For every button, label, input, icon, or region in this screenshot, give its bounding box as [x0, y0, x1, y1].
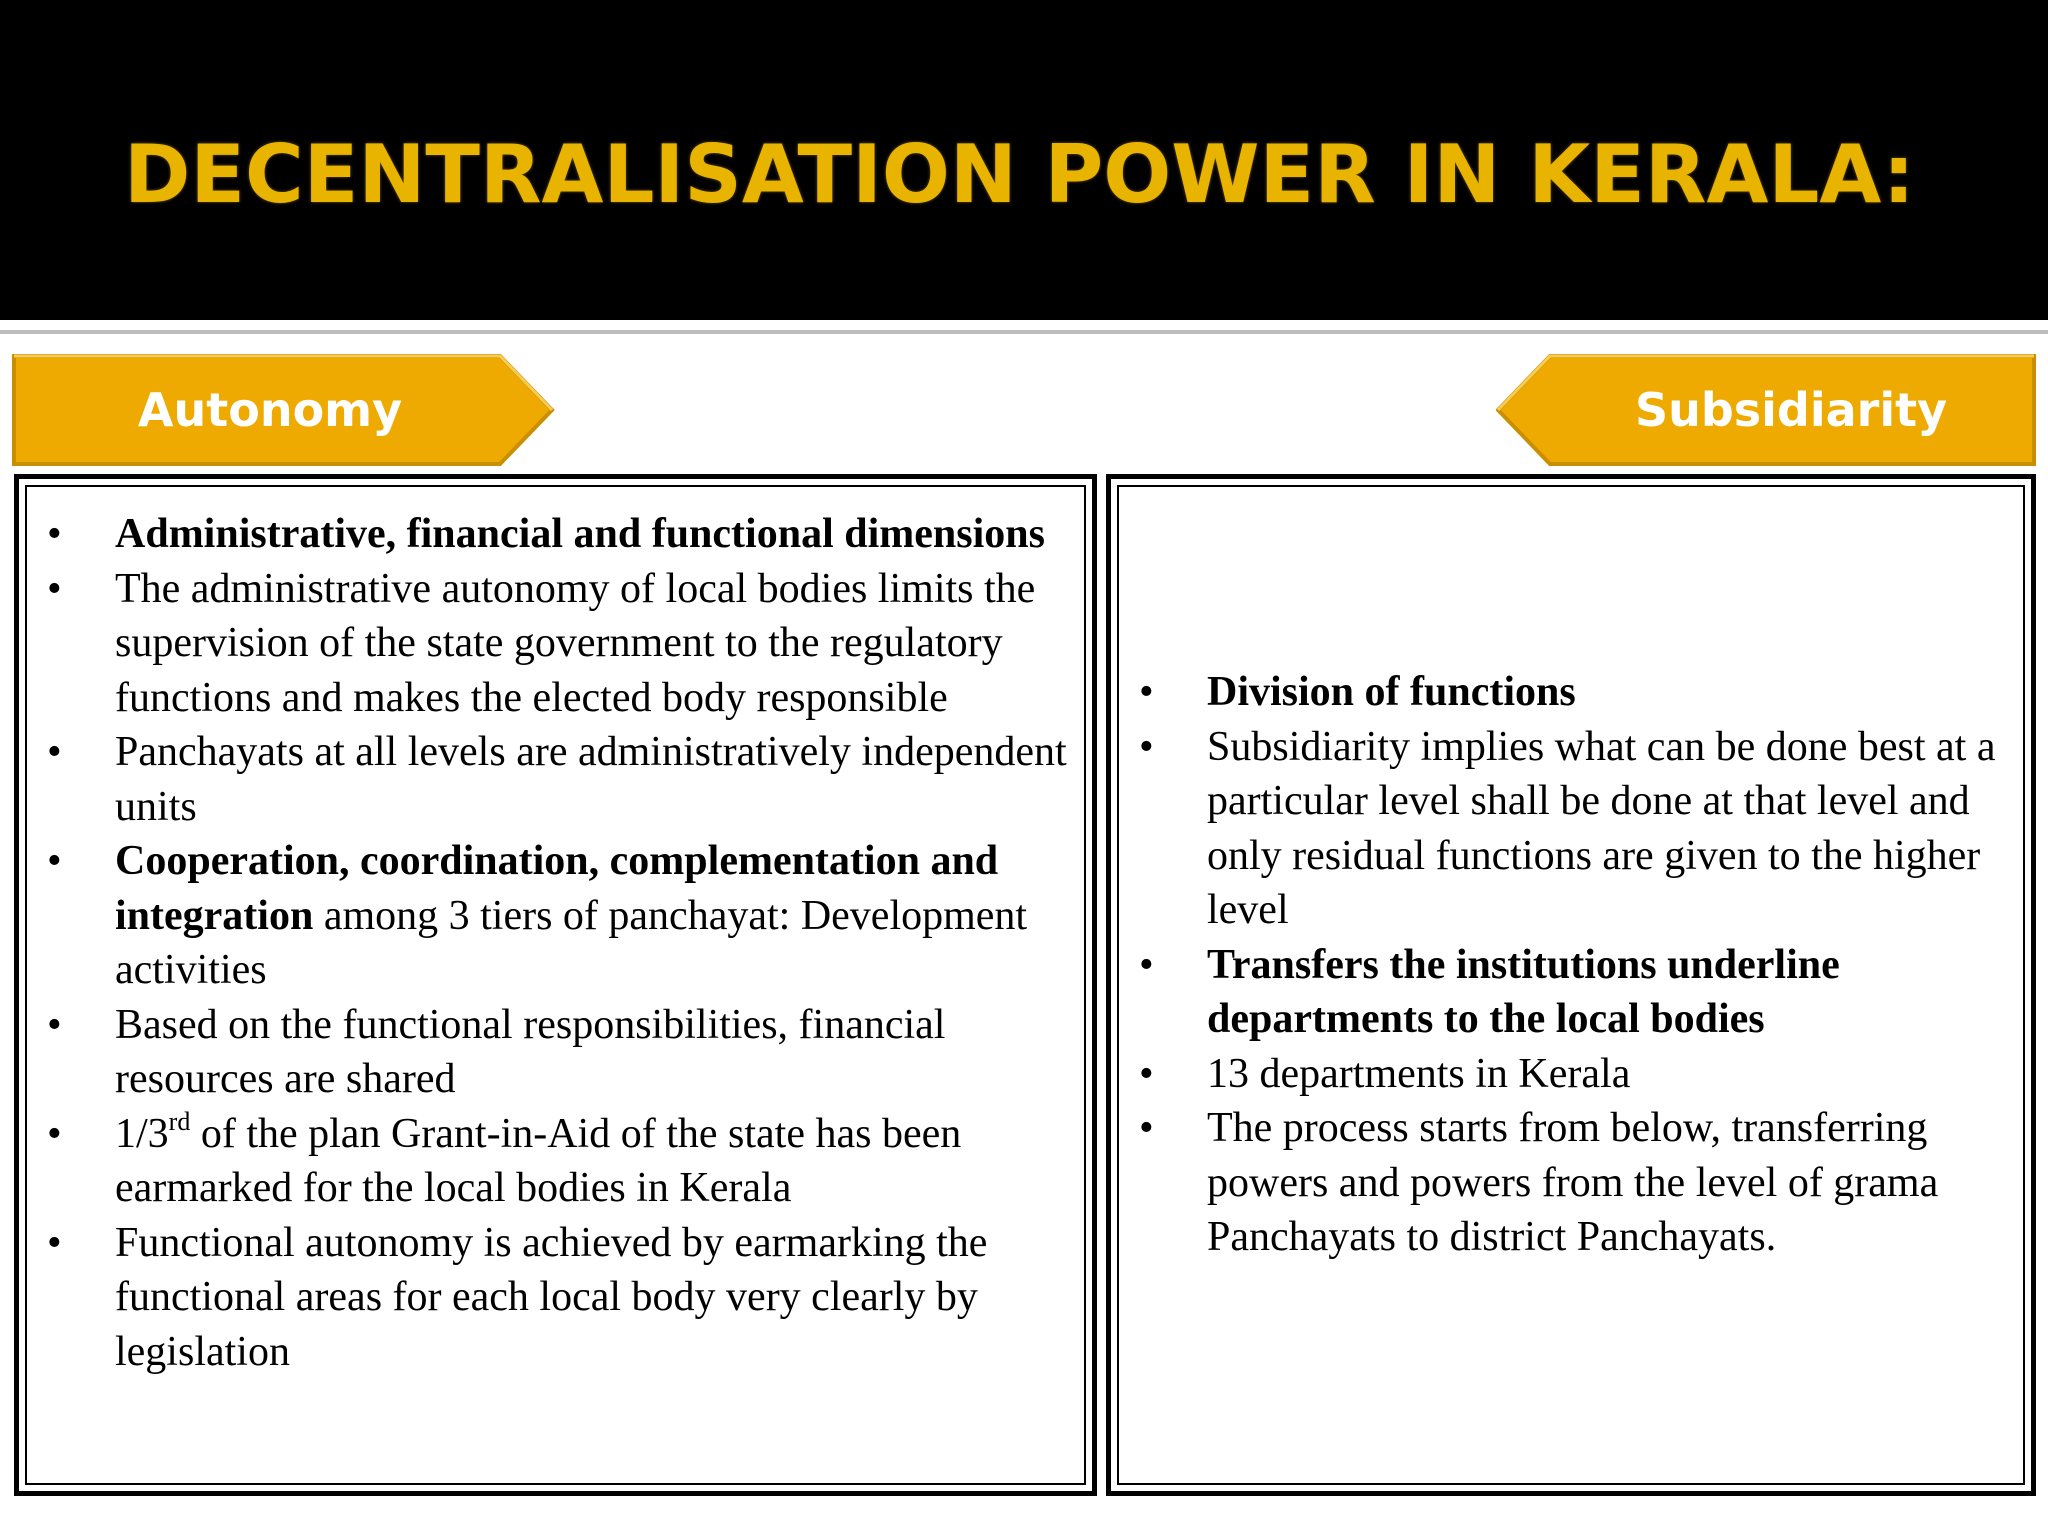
subsidiarity-list [1119, 665, 2034, 1265]
subsidiarity-tab [1496, 352, 2036, 468]
item-text: Panchayats at all levels are administratively independent units [115, 729, 1067, 830]
fraction-text: 1/3 [115, 1110, 169, 1157]
bold-text: Division of functions [1207, 669, 1576, 715]
list-item [1119, 938, 2034, 1047]
item-text: Based on the functional responsibilities, financial resources are shared [115, 1001, 946, 1102]
item-text: The administrative autonomy of local bodies limits the supervision of the state government to the regulatory functions and makes the elected body responsible [115, 565, 1036, 721]
item-text: The process starts from below, transferring powers and powers from the level of grama Panchayats to district Panchayats. [1207, 1105, 1939, 1260]
list-item [27, 507, 1067, 562]
bold-text: Cooperation, coordination, complementation and integration [115, 838, 999, 939]
list-item [27, 1107, 1067, 1216]
subsidiarity-panel-inner [1117, 485, 2025, 1485]
list-item [27, 725, 1067, 834]
autonomy-panel [14, 474, 1097, 1496]
autonomy-tab-label: Autonomy [137, 383, 403, 437]
list-item [1119, 1047, 2034, 1102]
title-bar [0, 0, 2048, 320]
autonomy-panel-inner [25, 485, 1086, 1485]
autonomy-tab [12, 352, 556, 468]
bold-text: Transfers the institutions underline departments to the local bodies [1207, 941, 1840, 1042]
list-item [1119, 1101, 2034, 1265]
slide-title: DECENTRALISATION POWER IN KERALA: [124, 128, 1915, 221]
list-item [27, 562, 1067, 726]
list-item [27, 998, 1067, 1107]
list-item [27, 834, 1067, 998]
list-item [27, 1216, 1067, 1380]
subsidiarity-panel [1106, 474, 2036, 1496]
item-text: Functional autonomy is achieved by earmarking the functional areas for each local body very clearly by legislation [115, 1219, 988, 1375]
autonomy-list [27, 507, 1067, 1379]
subsidiarity-tab-label: Subsidiarity [1634, 383, 1948, 437]
list-item [1119, 720, 2034, 938]
list-item [1119, 665, 2034, 720]
divider-rule [0, 330, 2048, 334]
item-text: among 3 tiers of panchayat: Development activities [115, 892, 1028, 993]
item-text: Subsidiarity implies what can be done best at a particular level shall be done at that level and only residual functions are given to the higher level [1207, 723, 1996, 933]
bold-text: Administrative, financial and functional dimensions [115, 511, 1045, 557]
ordinal-suffix: rd [168, 1106, 191, 1136]
item-text: of the plan Grant-in-Aid of the state has been earmarked for the local bodies in Kerala [115, 1110, 962, 1211]
item-text: 13 departments in Kerala [1207, 1050, 1631, 1097]
